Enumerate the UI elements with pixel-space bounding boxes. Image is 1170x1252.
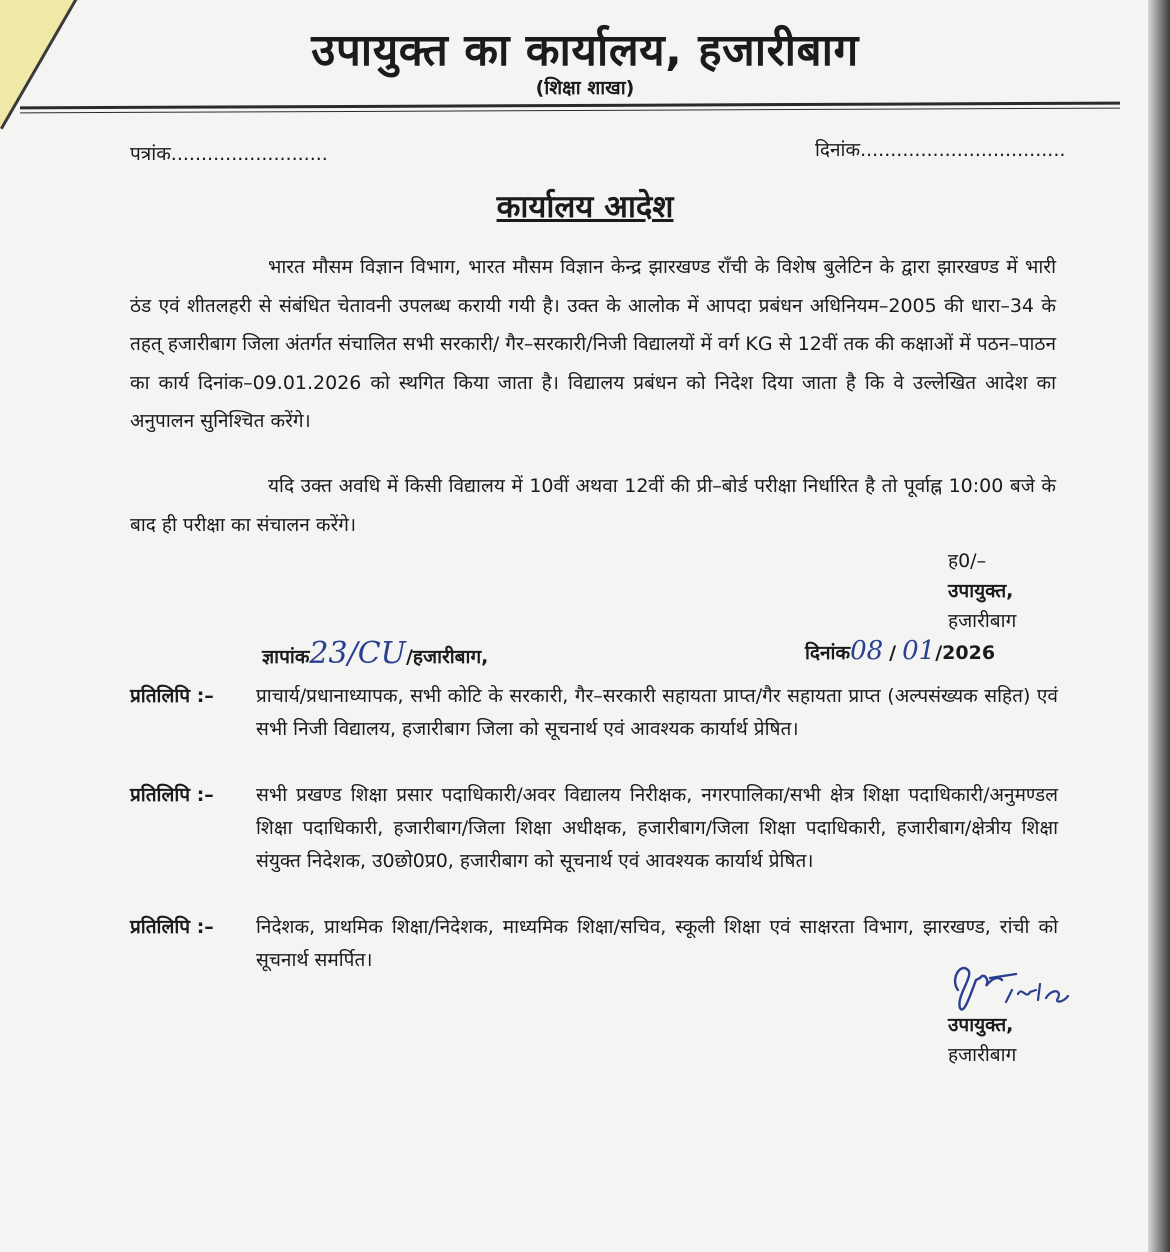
memo-date-line <box>805 636 995 666</box>
signatory-role: उपायुक्त, <box>948 1014 1014 1036</box>
memo-date-day: 08 <box>850 636 884 666</box>
gyapank-handwritten-number: 23/CU <box>309 636 406 671</box>
signed-mark: ह0/– <box>948 550 987 572</box>
memo-date-month: 01 <box>902 636 936 666</box>
copy-text: निदेशक, प्राथमिक शिक्षा/निदेशक, माध्यमिक शिक्षा/सचिव, स्कूली शिक्षा एवं साक्षरता विभाग, झारखण्ड, रांची को सूचनार्थ समर्पित। <box>256 916 1058 971</box>
office-subtitle: (शिक्षा शाखा) <box>535 77 635 99</box>
signatory-role: उपायुक्त, <box>948 580 1014 602</box>
copy-entry-1 <box>130 680 1058 746</box>
order-heading: कार्यालय आदेश <box>496 189 674 225</box>
signatory-place: हजारीबाग <box>948 1044 1017 1066</box>
patrank-field: पत्रांक.......................... <box>130 143 328 165</box>
signature-block-2 <box>948 1010 1016 1070</box>
order-paragraph-1: भारत मौसम विज्ञान विभाग, भारत मौसम विज्ञान केन्द्र झारखण्ड राँची के विशेष बुलेटिन के द्वारा झारखण्ड में भारी ठंड एवं शीतलहरी से संबंधित चेतावनी उपलब्ध करायी गयी है। उक्त के आलोक में आपदा प्रबंधन अधिनियम–2005 की धारा–34 के तहत् हजारीबाग जिला अंतर्गत संचालित सभी सरकारी/ गैर–सरकारी/निजी विद्यालयों में वर्ग KG से 12वीं तक की कक्षाओं में पठन–पाठन का कार्य दिनांक–09.01.2026 को स्थगित किया जाता है। विद्यालय प्रबंधन को निदेश दिया जाता है कि वे उल्लेखित आदेश का अनुपालन सुनिश्चित करेंगे। <box>130 256 1056 432</box>
gyapank-suffix: /हजारीबाग, <box>405 646 489 668</box>
copy-label: प्रतिलिपि :– <box>130 784 214 806</box>
memo-date-year: /2026 <box>935 642 996 664</box>
copy-label: प्रतिलिपि :– <box>130 916 214 938</box>
office-title: उपायुक्त का कार्यालय, हजारीबाग <box>311 25 859 76</box>
memo-number-line <box>262 636 488 671</box>
copy-text: प्राचार्य/प्रधानाध्यापक, सभी कोटि के सरकारी, गैर–सरकारी सहायता प्राप्त/गैर सहायता प्राप्त (अल्पसंख्यक सहित) एवं सभी निजी विद्यालय, हजारीबाग जिला को सूचनार्थ एवं आवश्यक कार्यार्थ प्रेषित। <box>256 685 1058 740</box>
copy-entry-3 <box>130 911 1058 977</box>
copy-entry-2 <box>130 779 1058 878</box>
gyapank-label: ज्ञापांक <box>262 646 310 668</box>
signatory-place: हजारीबाग <box>948 610 1017 632</box>
order-paragraph-2: यदि उक्त अवधि में किसी विद्यालय में 10वीं अथवा 12वीं की प्री–बोर्ड परीक्षा निर्धारित है तो पूर्वाह्न 10:00 बजे के बाद ही परीक्षा का संचालन करेंगे। <box>130 475 1056 536</box>
copy-label: प्रतिलिपि :– <box>130 685 214 707</box>
memo-date-separator: / <box>889 642 897 664</box>
signature-block-1 <box>948 546 1016 636</box>
copy-text: सभी प्रखण्ड शिक्षा प्रसार पदाधिकारी/अवर विद्यालय निरीक्षक, नगरपालिका/सभी क्षेत्र शिक्षा पदाधिकारी/अनुमण्डल शिक्षा पदाधिकारी, हजारीबाग/जिला शिक्षा अधीक्षक, हजारीबाग/जिला शिक्षा पदाधिकारी, हजारीबाग/क्षेत्रीय शिक्षा संयुक्त निदेशक, उ0छो0प्र0, हजारीबाग को सूचनार्थ एवं आवश्यक कार्यार्थ प्रेषित। <box>256 784 1058 872</box>
memo-date-label: दिनांक <box>805 642 851 664</box>
dinank-field: दिनांक.................................. <box>815 139 1066 161</box>
